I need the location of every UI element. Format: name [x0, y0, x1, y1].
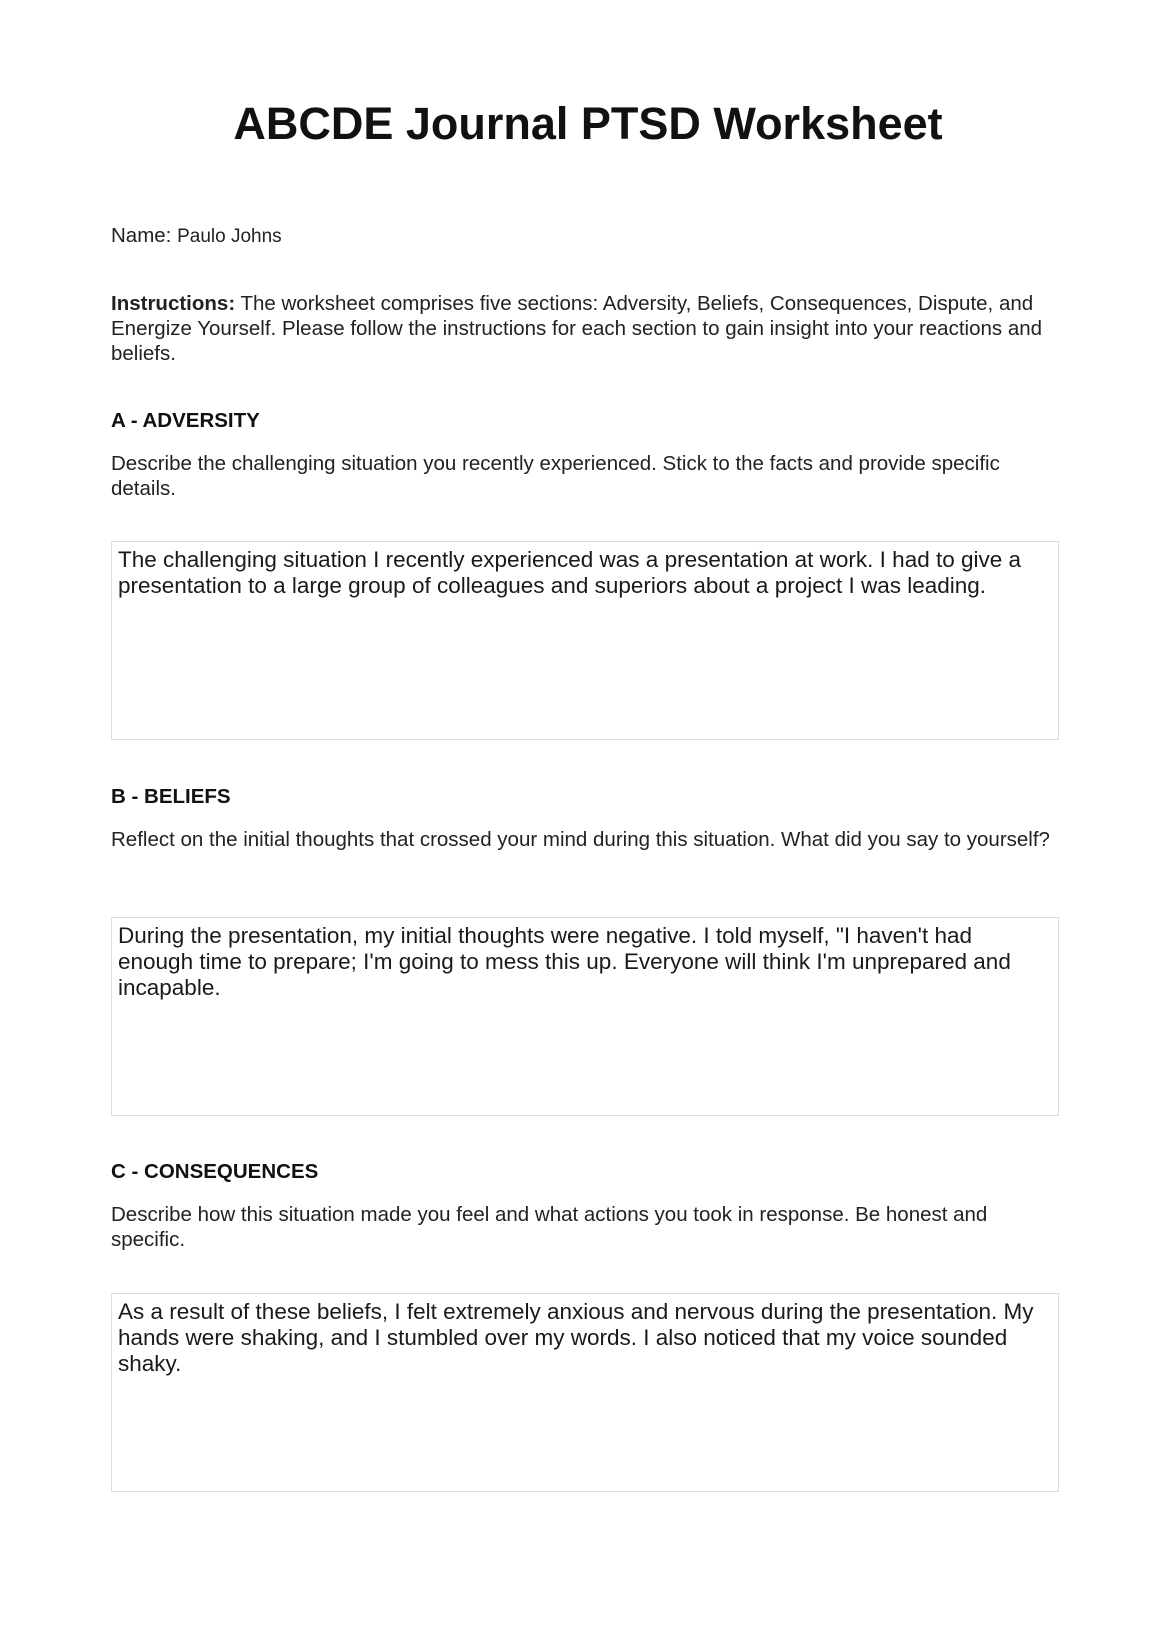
answer-box-adversity[interactable]: The challenging situation I recently experienced was a presentation at work. I had to give a presentation to a large group of colleagues and superiors about a project I was leading.	[111, 541, 1059, 740]
name-row	[111, 223, 1061, 249]
instructions-text: The worksheet comprises five sections: Adversity, Beliefs, Consequences, Dispute, and Energize Yourself. Please follow the instructions for each section to gain insight into your reactions and beliefs.	[111, 292, 1043, 365]
section-heading-adversity: A - ADVERSITY	[111, 409, 260, 432]
instructions-label: Instructions:	[111, 292, 236, 315]
name-value: Paulo Johns	[177, 226, 282, 247]
instructions	[111, 291, 1061, 366]
section-heading-beliefs: B - BELIEFS	[111, 785, 231, 808]
answer-box-consequences[interactable]: As a result of these beliefs, I felt extremely anxious and nervous during the presentation. My hands were shaking, and I stumbled over my words. I also noticed that my voice sounded shaky.	[111, 1293, 1059, 1492]
section-prompt-consequences: Describe how this situation made you feel and what actions you took in response. Be honest and specific.	[111, 1203, 988, 1251]
section-heading-consequences: C - CONSEQUENCES	[111, 1160, 319, 1183]
page-title: ABCDE Journal PTSD Worksheet	[233, 98, 943, 149]
section-prompt-adversity: Describe the challenging situation you recently experienced. Stick to the facts and provide specific details.	[111, 452, 1000, 500]
section-prompt-beliefs: Reflect on the initial thoughts that crossed your mind during this situation. What did you say to yourself?	[111, 828, 1050, 851]
answer-box-beliefs[interactable]: During the presentation, my initial thoughts were negative. I told myself, "I haven't had enough time to prepare; I'm going to mess this up. Everyone will think I'm unprepared and incapable.	[111, 917, 1059, 1116]
name-label: Name:	[111, 224, 172, 247]
